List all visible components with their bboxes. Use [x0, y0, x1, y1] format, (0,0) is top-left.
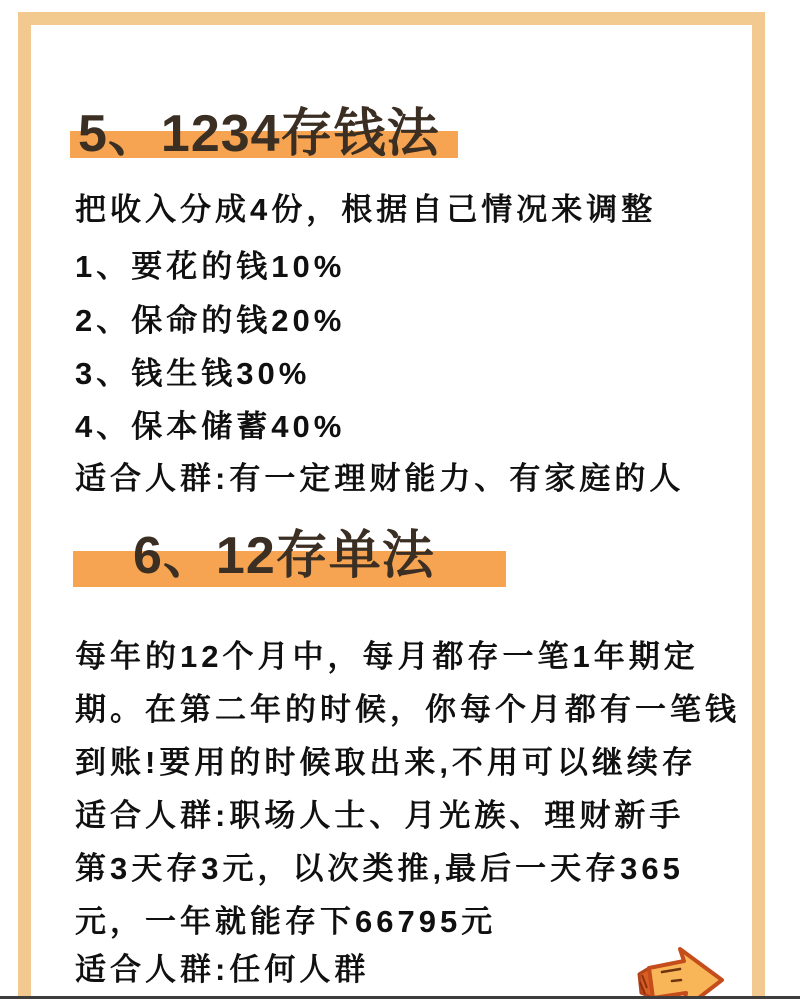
- section5-item-2: 2、保命的钱20%: [75, 303, 346, 338]
- section6-line-3: 到账!要用的时候取出来,不用可以继续存: [75, 745, 697, 780]
- section5-item-4: 4、保本储蓄40%: [75, 409, 346, 444]
- section5-item-3: 3、钱生钱30%: [75, 356, 311, 391]
- section6-line-5: 第3天存3元，以次类推,最后一天存365: [75, 851, 684, 886]
- section5-intro: 把收入分成4份，根据自己情况来调整: [75, 192, 657, 227]
- section5-title: 5、1234存钱法: [78, 105, 440, 163]
- section6-line-2: 期。在第二年的时候，你每个月都有一笔钱: [75, 692, 740, 727]
- section6-audience-2: 适合人群:任何人群: [75, 952, 370, 987]
- section6-line-6: 元，一年就能存下66795元: [75, 904, 497, 939]
- section5-item-1: 1、要花的钱10%: [75, 249, 346, 284]
- section5-audience: 适合人群:有一定理财能力、有家庭的人: [75, 461, 685, 496]
- section6-title: 6、12存单法: [133, 527, 435, 585]
- section6-line-1: 每年的12个月中，每月都存一笔1年期定: [75, 639, 699, 674]
- section6-audience: 适合人群:职场人士、月光族、理财新手: [75, 798, 685, 833]
- arrow-right-icon: [628, 944, 728, 999]
